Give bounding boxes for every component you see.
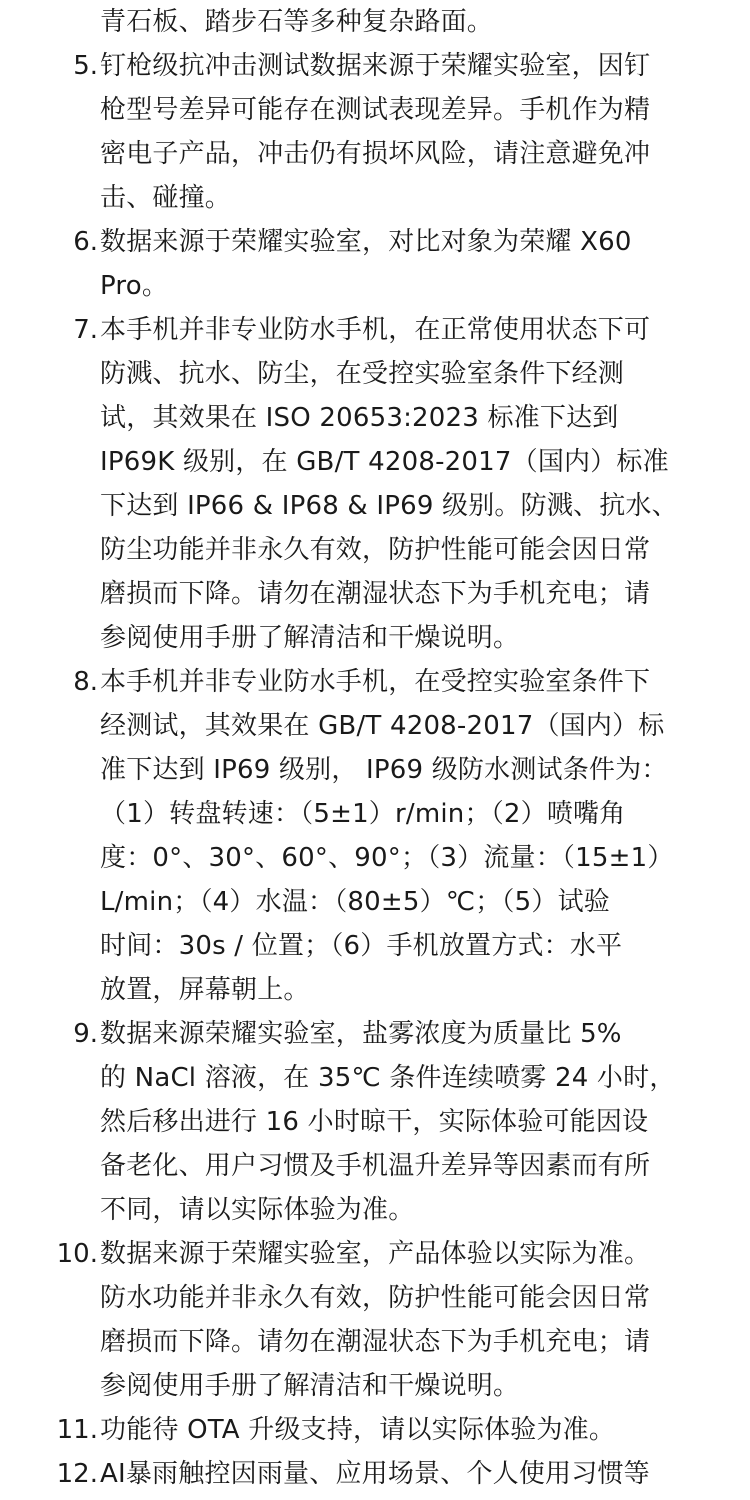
note-10-line-4: 参阅使用手册了解清洁和干燥说明。: [100, 1371, 520, 1401]
note-11-line-1: 功能待 OTA 升级支持，请以实际体验为准。: [100, 1415, 616, 1445]
note-5-line-4: 击、碰撞。: [100, 183, 232, 213]
note-6-line-1: 数据来源于荣耀实验室，对比对象为荣耀 X60: [100, 227, 632, 257]
note-7-line-8: 参阅使用手册了解清洁和干燥说明。: [100, 623, 520, 653]
note-9-line-5: 不同，请以实际体验为准。: [100, 1195, 415, 1225]
note-9-line-1: 数据来源荣耀实验室，盐雾浓度为质量比 5%: [100, 1019, 622, 1049]
note-8-line-8: 放置，屏幕朝上。: [100, 975, 310, 1005]
note-9-line-2: 的 NaCl 溶液，在 35℃ 条件连续喷雾 24 小时，: [100, 1063, 676, 1093]
note-number-8: 8.: [73, 667, 98, 697]
note-number-9: 9.: [73, 1019, 98, 1049]
note-7-line-4: IP69K 级别，在 GB/T 4208-2017（国内）标准: [100, 447, 669, 477]
note-number-11: 11.: [56, 1415, 98, 1445]
note-7-line-1: 本手机并非专业防水手机，在正常使用状态下可: [100, 315, 651, 345]
note-10-line-3: 磨损而下降。请勿在潮湿状态下为手机充电；请: [100, 1327, 651, 1357]
note-9-line-4: 备老化、用户习惯及手机温升差异等因素而有所: [100, 1151, 651, 1181]
note-7-line-5: 下达到 IP66 & IP68 & IP69 级别。防溅、抗水、: [100, 491, 678, 521]
note-9-line-3: 然后移出进行 16 小时晾干，实际体验可能因设: [100, 1107, 649, 1137]
note-number-12: 12.: [56, 1459, 98, 1489]
note-4-line-1: 青石板、踏步石等多种复杂路面。: [100, 7, 494, 37]
note-7-line-2: 防溅、抗水、防尘，在受控实验室条件下经测: [100, 359, 625, 389]
note-7-line-7: 磨损而下降。请勿在潮湿状态下为手机充电；请: [100, 579, 651, 609]
note-number-5: 5.: [73, 51, 98, 81]
note-12-line-1: AI暴雨触控因雨量、应用场景、个人使用习惯等: [100, 1459, 650, 1489]
note-8-line-2: 经测试，其效果在 GB/T 4208-2017（国内）标: [100, 711, 665, 741]
note-7-line-3: 试，其效果在 ISO 20653:2023 标准下达到: [100, 403, 619, 433]
note-6-line-2: Pro。: [100, 271, 169, 301]
note-10-line-2: 防水功能并非永久有效，防护性能可能会因日常: [100, 1283, 651, 1313]
note-8-line-7: 时间：30s / 位置；（6）手机放置方式：水平: [100, 931, 623, 961]
note-7-line-6: 防尘功能并非永久有效，防护性能可能会因日常: [100, 535, 651, 565]
note-8-line-4: （1）转盘转速：（5±1）r/min；（2）喷嘴角: [100, 799, 626, 829]
note-10-line-1: 数据来源于荣耀实验室，产品体验以实际为准。: [100, 1239, 651, 1269]
note-8-line-5: 度：0°、30°、60°、90°；（3）流量：（15±1）: [100, 843, 674, 873]
note-number-7: 7.: [73, 315, 98, 345]
note-8-line-3: 准下达到 IP69 级别， IP69 级防水测试条件为：: [100, 755, 668, 785]
note-5-line-2: 枪型号差异可能存在测试表现差异。手机作为精: [100, 95, 651, 125]
note-8-line-6: L/min；（4）水温：（80±5）℃；（5）试验: [100, 887, 610, 917]
note-5-line-1: 钉枪级抗冲击测试数据来源于荣耀实验室，因钉: [100, 51, 651, 81]
note-5-line-3: 密电子产品，冲击仍有损坏风险，请注意避免冲: [100, 139, 651, 169]
note-number-10: 10.: [56, 1239, 98, 1269]
note-8-line-1: 本手机并非专业防水手机，在受控实验室条件下: [100, 667, 651, 697]
note-number-6: 6.: [73, 227, 98, 257]
